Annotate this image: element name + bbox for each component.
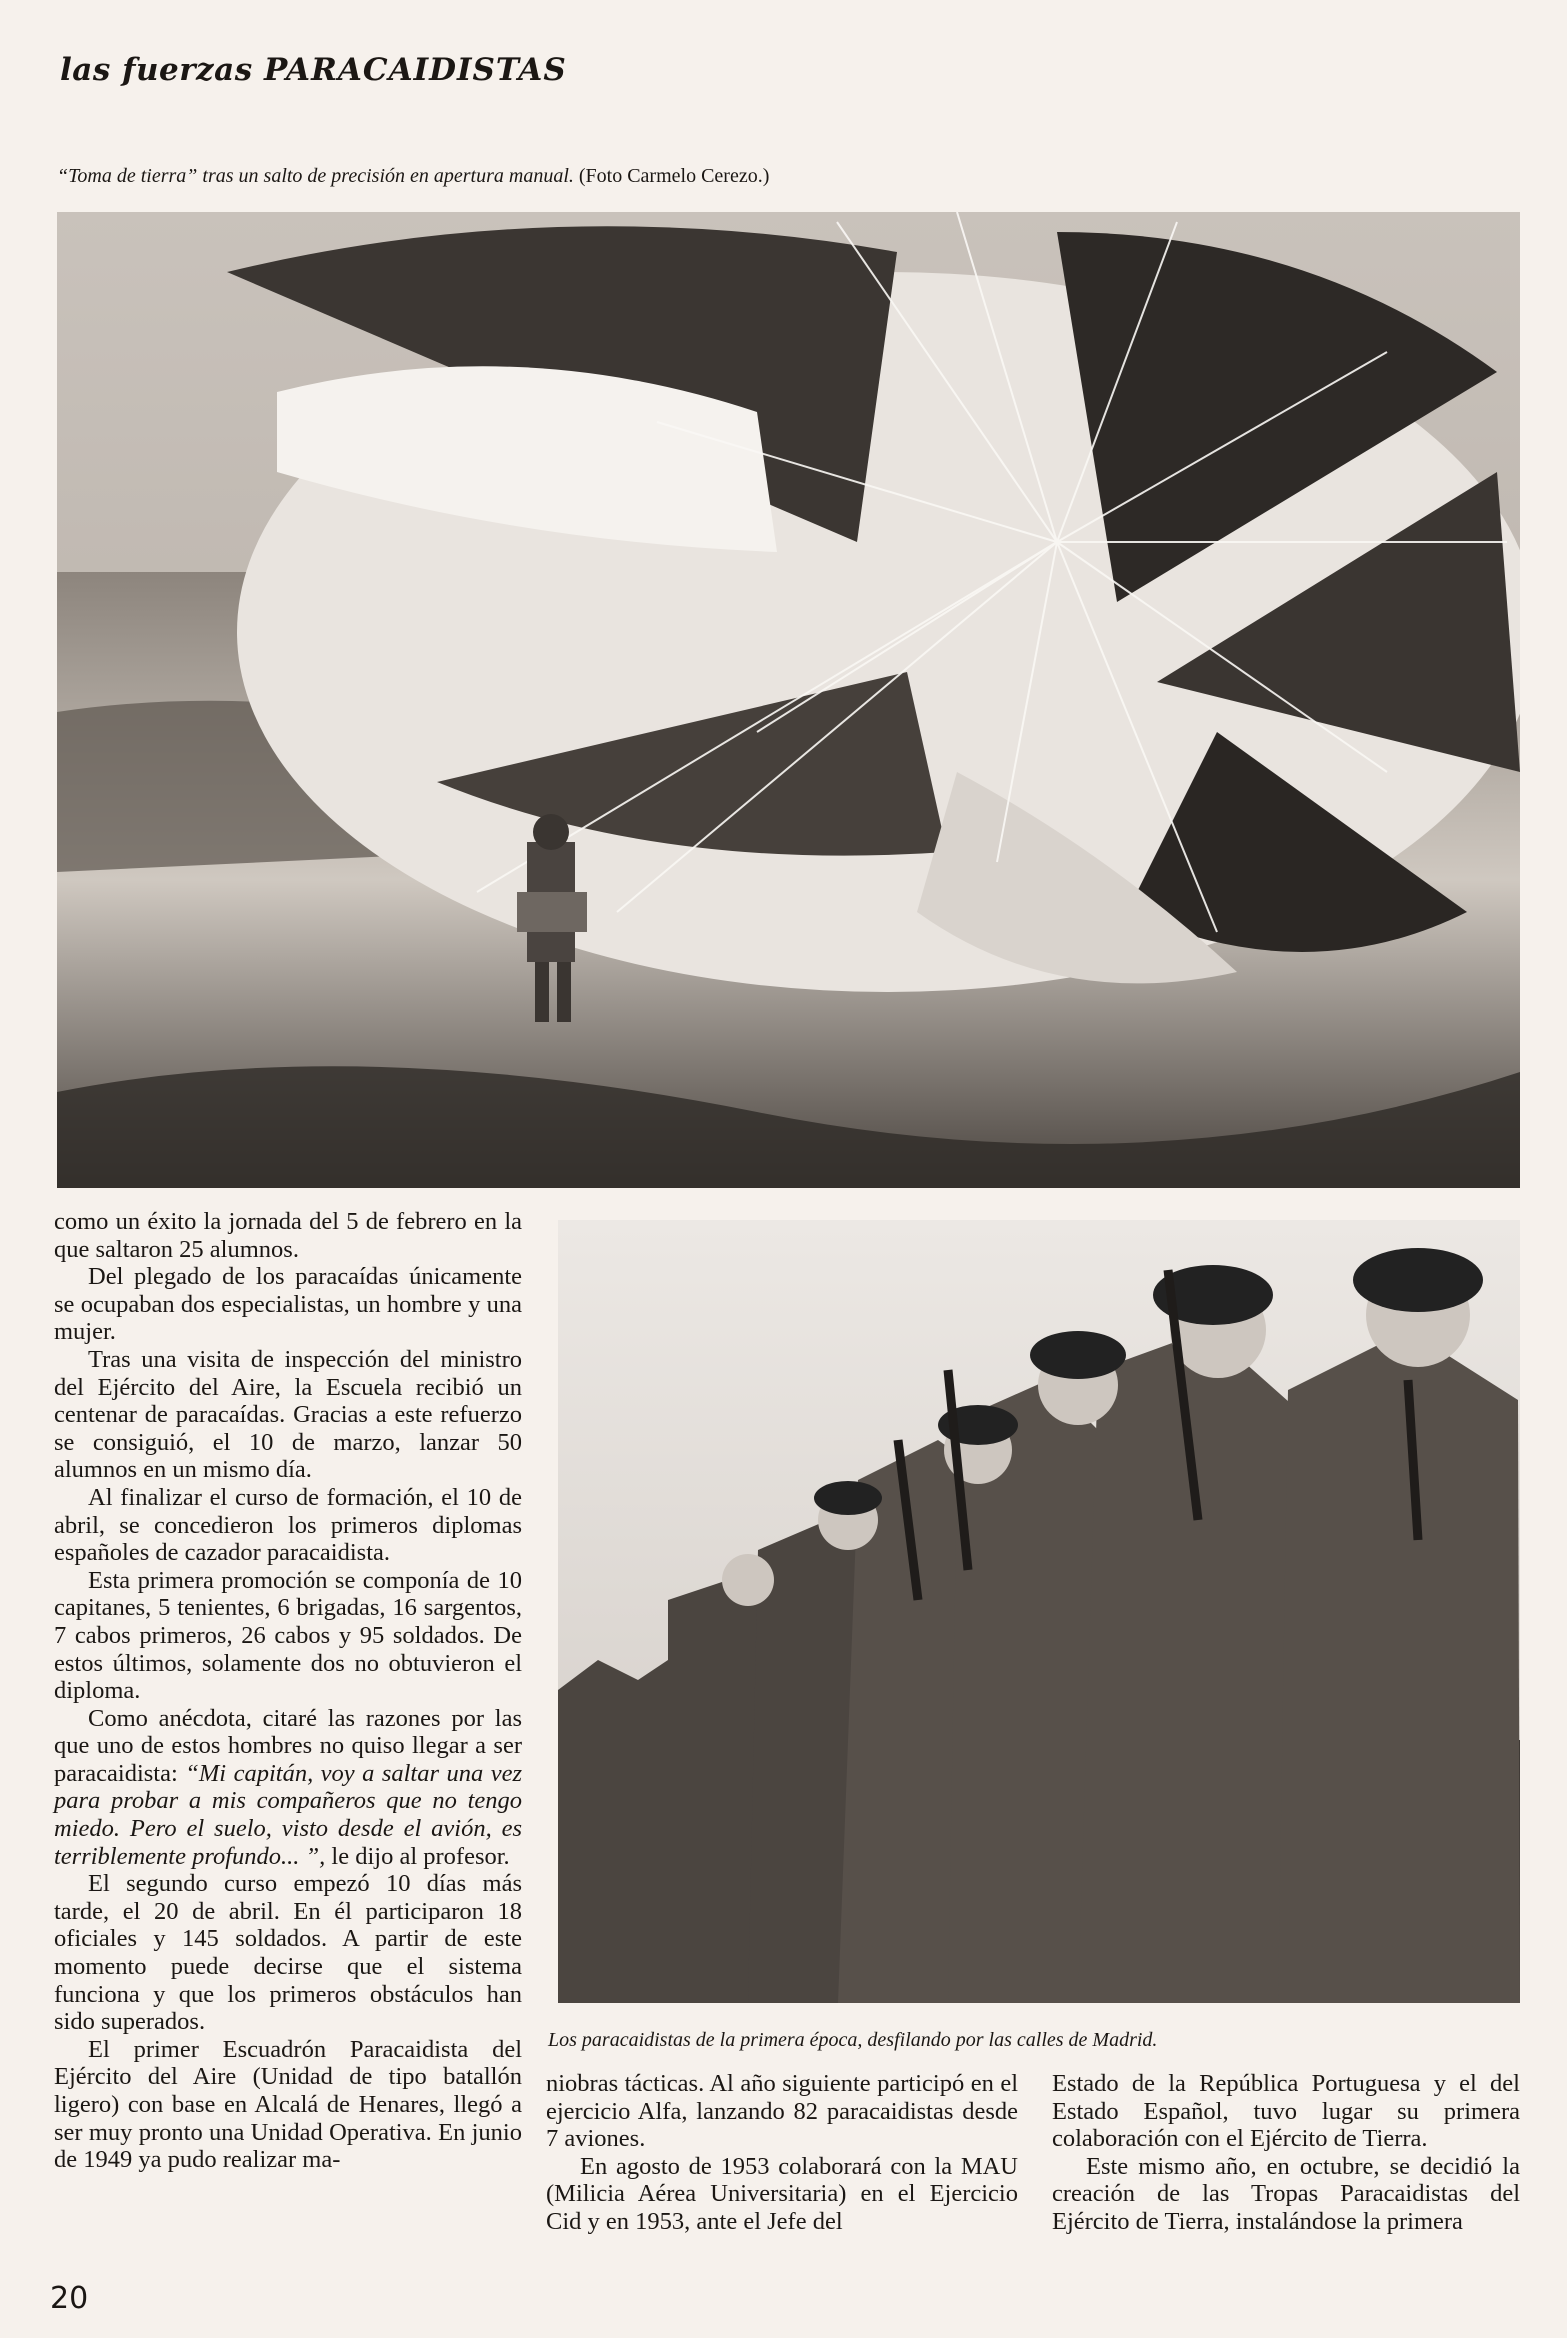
running-head-title: PARACAIDISTAS (263, 52, 567, 88)
col3-paragraph-2: Este mismo año, en octubre, se decidió la creación de las Tropas Paracaidistas del Ejército de Tierra, instalándose la primera (1052, 2152, 1520, 2235)
col1-paragraph-2: Del plegado de los paracaídas únicamente se ocupaban dos especialistas, un hombre y una mujer. (54, 1263, 522, 1346)
page-number: 20 (50, 2281, 89, 2316)
photo-top-caption (57, 163, 769, 189)
article-column-1 (54, 1208, 522, 2174)
photo-top-credit: (Foto Carmelo Cerezo.) (578, 165, 770, 187)
parade-image (558, 1220, 1520, 2003)
col1-paragraph-3: Tras una visita de inspección del ministro del Ejército del Aire, la Escuela recibió un centenar de paracaídas. Gracias a este refuerzo se consiguió, el 10 de marzo, lanzar 50 alumnos en un mismo día. (54, 1345, 522, 1484)
col1-paragraph-6 (54, 1705, 522, 1871)
col1-paragraph-1: como un éxito la jornada del 5 de febrero en la que saltaron 25 alumnos. (54, 1208, 522, 1263)
col2-paragraph-1: niobras tácticas. Al año siguiente participó en el ejercicio Alfa, lanzando 82 paracaidistas desde 7 aviones. (546, 2070, 1018, 2153)
parachute-landing-photo (57, 212, 1520, 1188)
col1-paragraph-4: Al finalizar el curso de formación, el 10 de abril, se concedieron los primeros diplomas españoles de cazador paracaidista. (54, 1483, 522, 1567)
parade-photo (558, 1220, 1520, 2003)
article-column-3 (1052, 2070, 1520, 2236)
parachute-landing-image (57, 212, 1520, 1188)
col1-paragraph-8: El primer Escuadrón Paracaidista del Ejército del Aire (Unidad de tipo batallón ligero) con base en Alcalá de Henares, llegó a ser muy pronto una Unidad Operativa. En junio de 1949 ya pudo realizar ma- (54, 2035, 522, 2174)
col2-paragraph-2: En agosto de 1953 colaborará con la MAU (Milicia Aérea Universitaria) en el Ejercicio Cid y en 1953, ante el Jefe del (546, 2152, 1018, 2235)
col1-paragraph-6-quote: “Mi capitán, voy a saltar una vez para probar a mis compañeros que no tengo miedo. Pero el suelo, visto desde el avión, es terriblemente profundo... ”, (54, 1759, 522, 1870)
col1-paragraph-7: El segundo curso empezó 10 días más tarde, el 20 de abril. En él participaron 18 oficiales y 145 soldados. A partir de este momento puede decirse que el sistema funciona y que los primeros obstáculos han sido superados. (54, 1870, 522, 2036)
col1-paragraph-6-start: Como anécdota, citaré las razones por las que uno de estos hombres no quiso llegar a ser paracaidista: (54, 1704, 522, 1787)
col1-paragraph-6-end: le dijo al profesor. (325, 1842, 510, 1870)
photo-top-caption-text: “Toma de tierra” tras un salto de precisión en apertura manual. (57, 165, 574, 187)
running-head-prefix: las fuerzas (60, 52, 264, 88)
col3-paragraph-1: Estado de la República Portuguesa y el del Estado Español, tuvo lugar su primera colaboración con el Ejército de Tierra. (1052, 2070, 1520, 2153)
running-head (60, 52, 567, 88)
article-column-2 (546, 2070, 1018, 2236)
col1-paragraph-5: Esta primera promoción se componía de 10 capitanes, 5 tenientes, 6 brigadas, 16 sargentos, 7 cabos primeros, 26 cabos y 95 soldados. De estos últimos, solamente dos no obtuvieron el diploma. (54, 1566, 522, 1705)
photo-bottom-caption: Los paracaidistas de la primera época, desfilando por las calles de Madrid. (548, 2029, 1158, 2051)
